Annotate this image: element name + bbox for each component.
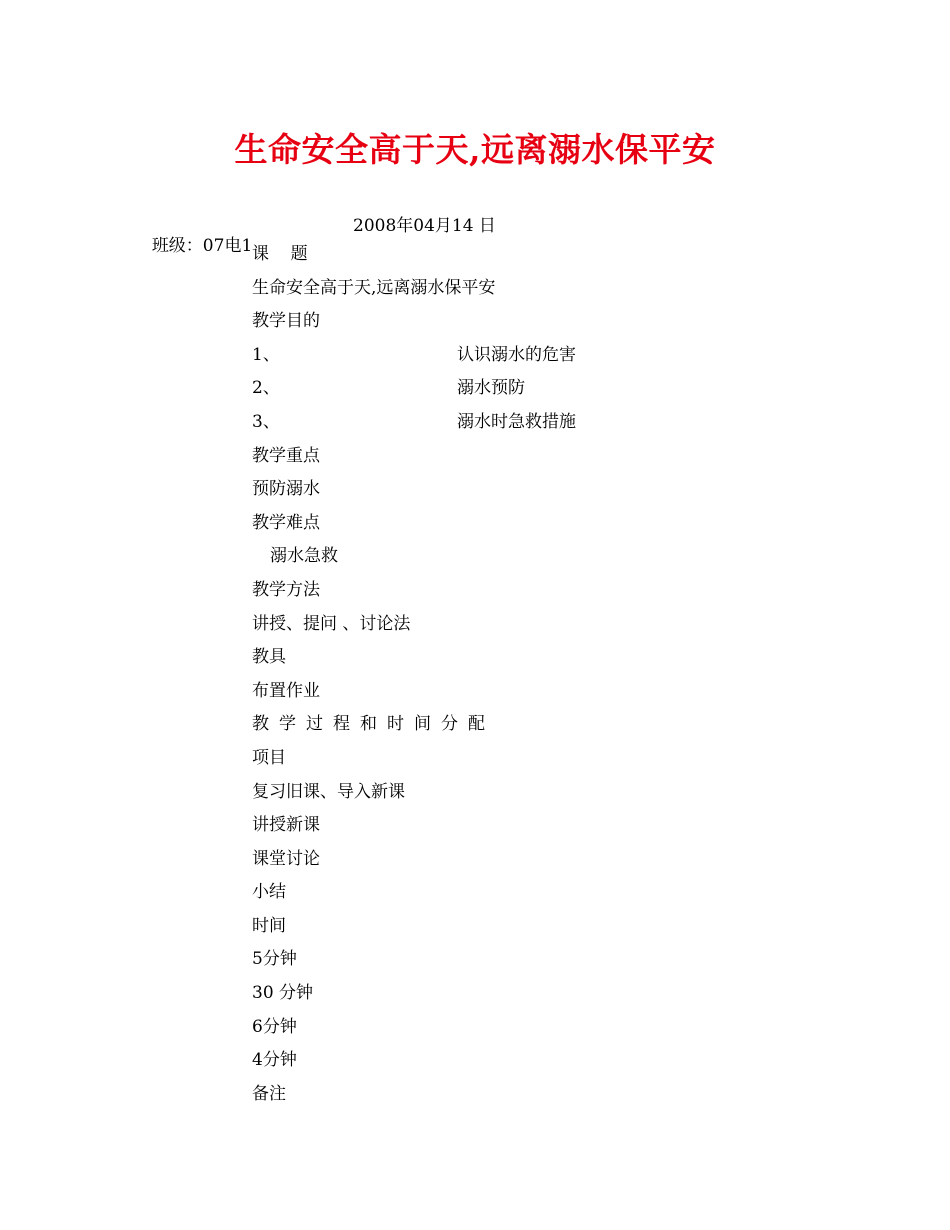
objective-text: 溺水预防 bbox=[457, 378, 525, 399]
time-item: 5分钟 bbox=[252, 949, 297, 970]
objective-text: 认识溺水的危害 bbox=[457, 344, 576, 365]
objective-item bbox=[252, 411, 576, 445]
process-item: 小结 bbox=[252, 882, 286, 903]
objective-text: 溺水时急救措施 bbox=[457, 411, 576, 432]
topic-heading: 课 题 bbox=[252, 244, 308, 264]
objective-number: 2、 bbox=[252, 378, 280, 399]
time-item: 4分钟 bbox=[252, 1050, 297, 1071]
class-label: 班级：07电1 bbox=[151, 236, 253, 256]
notes-heading: 备注 bbox=[252, 1083, 286, 1104]
lesson-plan-body bbox=[252, 243, 576, 1116]
item-heading: 项目 bbox=[252, 747, 286, 768]
objective-number: 3、 bbox=[252, 411, 280, 432]
time-heading: 时间 bbox=[252, 915, 286, 936]
process-heading: 教学过程和时间分配 bbox=[252, 714, 495, 735]
lesson-date: 2008年04月14 日 bbox=[353, 216, 496, 236]
objectives-heading: 教学目的 bbox=[252, 311, 320, 332]
key-point-text: 预防溺水 bbox=[252, 479, 320, 500]
method-text: 讲授、提问 、讨论法 bbox=[252, 613, 411, 634]
difficulty-text: 溺水急救 bbox=[270, 546, 338, 567]
objective-item bbox=[252, 344, 576, 378]
homework-heading: 布置作业 bbox=[252, 680, 320, 701]
difficulty-heading: 教学难点 bbox=[252, 512, 320, 533]
process-item: 复习旧课、导入新课 bbox=[252, 781, 405, 802]
objective-item bbox=[252, 377, 576, 411]
document-title: 生命安全高于天,远离溺水保平安 bbox=[234, 130, 716, 169]
teaching-aids-heading: 教具 bbox=[252, 647, 286, 668]
objective-number: 1、 bbox=[252, 344, 280, 365]
key-point-heading: 教学重点 bbox=[252, 445, 320, 466]
time-item: 30 分钟 bbox=[252, 983, 314, 1004]
time-item: 6分钟 bbox=[252, 1016, 297, 1037]
method-heading: 教学方法 bbox=[252, 579, 320, 600]
process-item: 课堂讨论 bbox=[252, 848, 320, 869]
topic-text: 生命安全高于天,远离溺水保平安 bbox=[252, 277, 496, 298]
process-item: 讲授新课 bbox=[252, 815, 320, 836]
